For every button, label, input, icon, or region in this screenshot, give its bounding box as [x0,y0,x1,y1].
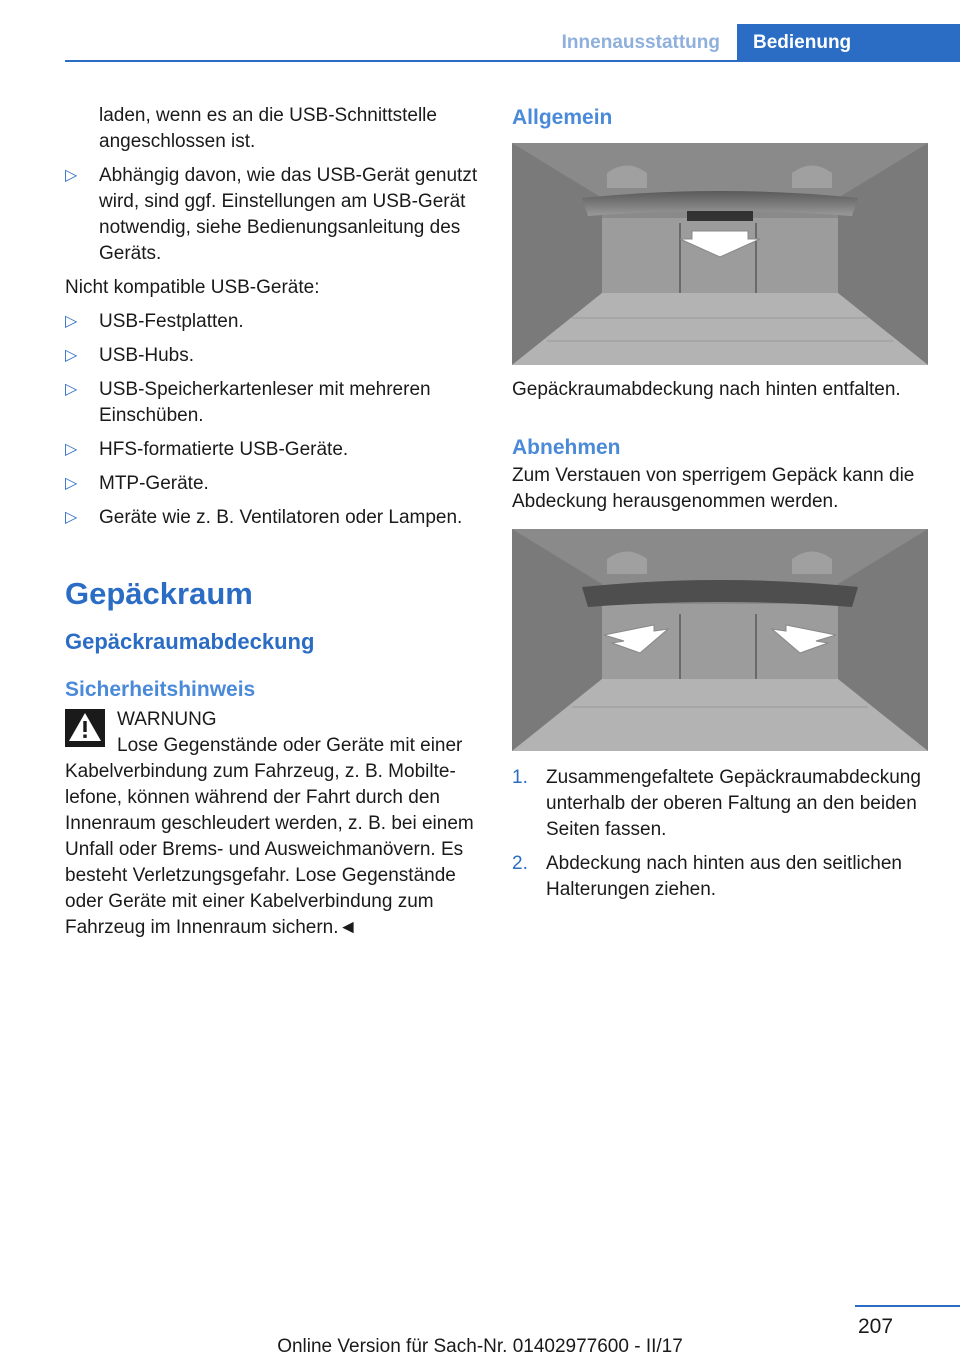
list-item-text: USB-Hubs. [99,345,195,366]
list-item-text: USB-Festplatten. [99,311,244,332]
footer-rule [855,1305,960,1307]
heading-allgemein: Allgemein [512,106,613,129]
list-item [65,343,480,369]
right-column [512,103,930,903]
list-item [65,163,480,267]
header-rule [65,60,960,62]
step-number: 2. [512,853,528,874]
bullet-triangle-icon: ▷ [65,167,78,184]
list-item [65,309,480,335]
trunk-cover-remove-illustration [512,529,928,751]
bullet-triangle-icon: ▷ [65,475,78,492]
footer-version: Online Version für Sach-Nr. 01402977600 - II/17 [277,1336,683,1357]
step-text: Abdeckung nach hinten aus den seitlichen Halterungen ziehen. [546,853,902,900]
abnehmen-intro: Zum Verstauen von sperrigem Gepäck kann die Abdeckung herausgenommen werden. [512,465,915,512]
list-item [65,437,480,463]
bullet-triangle-icon: ▷ [65,381,78,398]
heading-sicherheitshinweis: Sicherheitshinweis [65,678,256,701]
list-item-text: HFS-formatierte USB-Geräte. [99,439,349,460]
bullet-triangle-icon: ▷ [65,509,78,526]
page-number: 207 [858,1315,894,1338]
trunk-cover-unfold-illustration [512,143,928,365]
figure-caption: Gepäckraumabdeckung nach hinten entfalten. [512,379,901,400]
warning-title: WARNUNG [117,709,217,730]
list-item-text: MTP-Geräte. [99,473,209,494]
list-item [65,505,480,531]
header-chapter-tab[interactable]: Bedienung [737,24,960,62]
bullet-triangle-icon: ▷ [65,313,78,330]
warning-block [65,707,480,941]
heading-gepaeckraum: Gepäckraum [65,576,253,611]
continued-bullet-text: laden, wenn es an die USB-Schnittstelle angeschlossen ist. [99,105,437,152]
list-item-text: Geräte wie z. B. Ventilatoren oder Lampen. [99,507,463,528]
bullet-triangle-icon: ▷ [65,441,78,458]
incompatible-label: Nicht kompatible USB-Geräte: [65,277,320,298]
step-item [512,851,930,903]
warning-icon [65,707,105,747]
list-item-text: USB-Speicherkartenleser mit mehreren Einschüben. [99,379,431,426]
step-text: Zusammengefaltete Gepäckraumabdeckung unterhalb der oberen Faltung an den beiden Seiten fassen. [546,767,921,840]
warning-text: Lose Gegenstände oder Geräte mit einer Kabelverbindung zum Fahrzeug, z. B. Mobiltelefone, können während der Fahrt durch den Innenraum geschleudert werden, z. B. bei einem Unfall oder Brems- und Ausweichmanövern. Es besteht Verletzungsgefahr. Lose Gegenstände oder Geräte mit einer Kabelverbindung zum Fahrzeug im Innenraum sichern.◄ [65,735,474,938]
list-item-text: Abhängig davon, wie das USB-Gerät genutzt wird, sind ggf. Einstellungen am USB-Gerät notwendig, siehe Bedienungsanleitung des Geräts. [99,165,478,264]
header-section-tab[interactable]: Innenausstattung [561,32,720,53]
heading-abnehmen: Abnehmen [512,436,621,459]
left-column [65,103,480,941]
heading-gepaeckraumabdeckung: Gepäckraumabdeckung [65,629,315,654]
step-number: 1. [512,767,528,788]
bullet-triangle-icon: ▷ [65,347,78,364]
list-item [65,471,480,497]
list-item [65,377,480,429]
step-item [512,765,930,843]
